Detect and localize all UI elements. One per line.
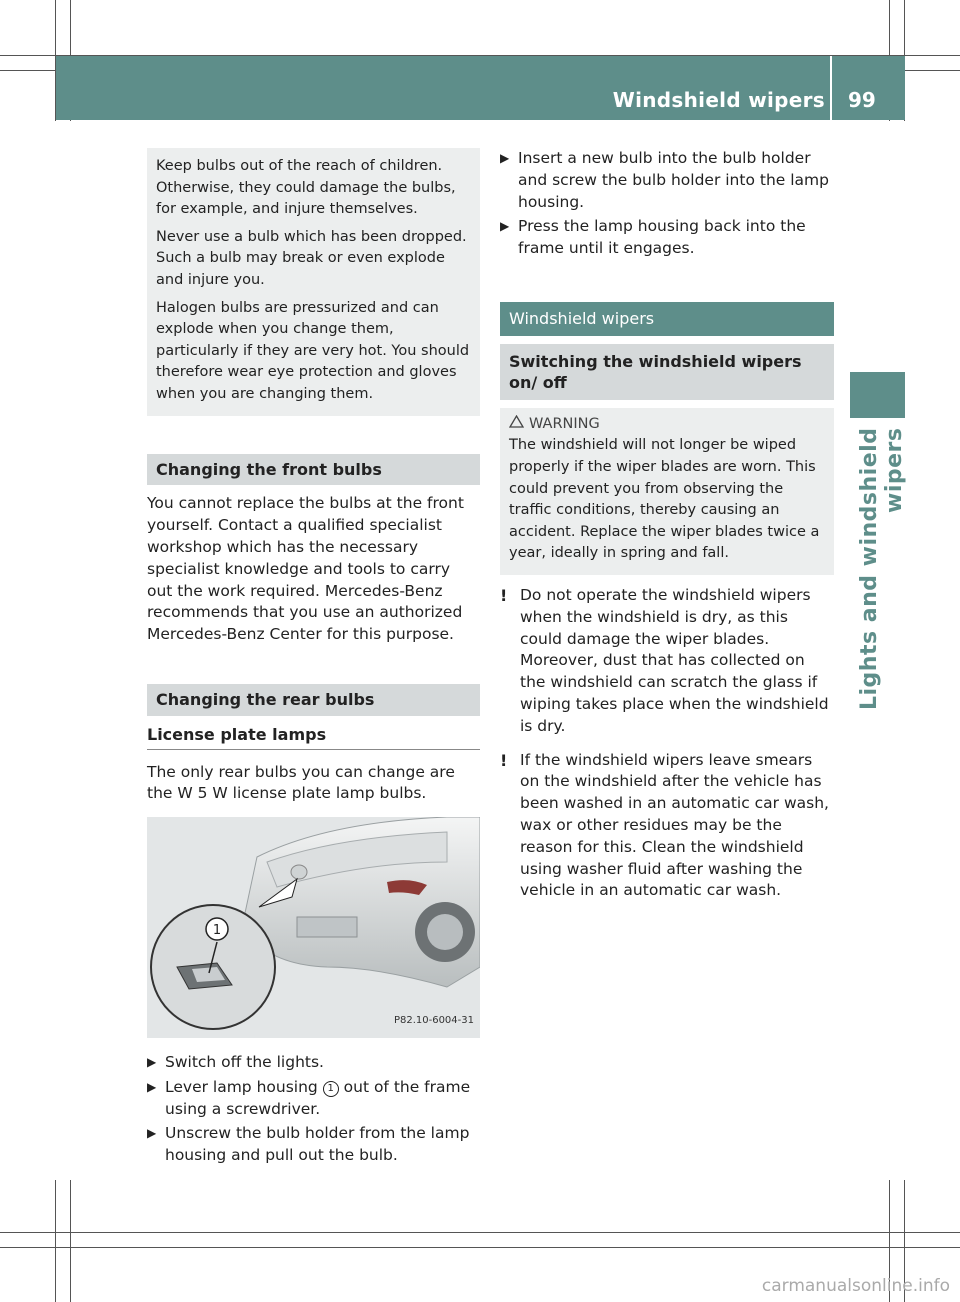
step-item [147,1052,480,1074]
header-divider [830,56,832,120]
arrow-icon: ▶ [500,151,510,165]
step-item [500,148,834,213]
side-tab-box [850,372,905,418]
crop-mark [70,1180,71,1302]
safety-box [147,148,480,416]
watermark: carmanualsonline.info [761,1276,950,1296]
step-text: out of the frame using a screwdriver. [165,1077,471,1118]
car-rear-illustration [147,817,480,1038]
step-text: Press the lamp housing back into the frame until it engages. [518,217,806,258]
step-text: Lever lamp housing [165,1077,318,1096]
crop-mark [0,1232,960,1233]
callout-number: 1 [212,923,222,939]
exclamation-icon: ! [500,750,508,770]
step-item [500,216,834,260]
section-heading: Windshield wipers [500,302,834,336]
crop-mark [0,1247,960,1248]
safety-paragraph: Never use a bulb which has been dropped. Such a bulb may break or even explode and injure you. [156,228,467,288]
left-column [147,148,480,1170]
safety-paragraph: Keep bulbs out of the reach of children. Otherwise, they could damage the bulbs, for example, and injure themselves. [156,158,456,218]
side-tab-label: Lights and windshield wipers [857,428,907,711]
license-lamp-figure [147,817,480,1038]
license-plate-text: The only rear bulbs you can change are the W 5 W license plate lamp bulbs. [147,762,455,803]
figure-caption: P82.10-6004-31 [393,1015,474,1027]
step-item [147,1123,480,1167]
exclamation-icon: ! [500,585,508,605]
step-text: Unscrew the bulb holder from the lamp housing and pull out the bulb. [165,1124,470,1165]
front-bulbs-text: You cannot replace the bulbs at the front yourself. Contact a qualified specialist workshop which has the necessary specialist knowledge and tools to carry out the work required. Mercedes-Benz recommends that you use an authorized Mercedes-Benz Center for this purpose. [147,494,464,644]
step-text: Insert a new bulb into the bulb holder and screw the bulb holder into the lamp housing. [518,149,829,211]
callout-1-icon: 1 [323,1081,339,1097]
rear-bulbs-heading: Changing the rear bulbs [147,684,480,716]
arrow-icon: ▶ [500,219,510,234]
warning-box [500,408,834,575]
page-number: 99 [848,88,876,112]
safety-paragraph: Halogen bulbs are pressurized and can explode when you change them, particularly if they are very hot. You should therefore wear eye protection and gloves when you are changing them. [156,299,470,402]
right-column [500,148,834,914]
subsection-heading: Switching the windshield wipers on/ off [500,344,834,400]
step-text: Switch off the lights. [165,1053,324,1072]
note-item [500,585,834,738]
warning-triangle-icon [509,414,529,436]
note-text: Do not operate the windshield wipers when the windshield is dry, as this could damage the wiper blades. Moreover, dust that has collected on the windshield can scratch the glass if wiping takes place when the windshield is dry. [520,585,829,735]
arrow-icon: ▶ [147,1126,157,1141]
warning-text: The windshield will not longer be wiped properly if the wiper blades are worn. This could prevent you from observing the traffic conditions, thereby causing an accident. Replace the wiper blades twice a year, ideally in spring and fall. [509,437,820,562]
warning-label: WARNING [529,415,600,432]
arrow-icon: ▶ [147,1055,157,1070]
note-text: If the windshield wipers leave smears on the windshield after the vehicle has been washed in an automatic car wash, wax or other residues may be the reason for this. Clean the windshield using washer fluid after washing the vehicle in an automatic car wash. [520,750,829,900]
warning-title [509,414,826,436]
page-title: Windshield wipers [612,88,825,112]
step-item [147,1077,480,1121]
license-plate-heading: License plate lamps [147,724,480,750]
front-bulbs-heading: Changing the front bulbs [147,454,480,486]
crop-mark [55,1180,56,1302]
arrow-icon: ▶ [147,1079,157,1094]
note-item [500,750,834,903]
